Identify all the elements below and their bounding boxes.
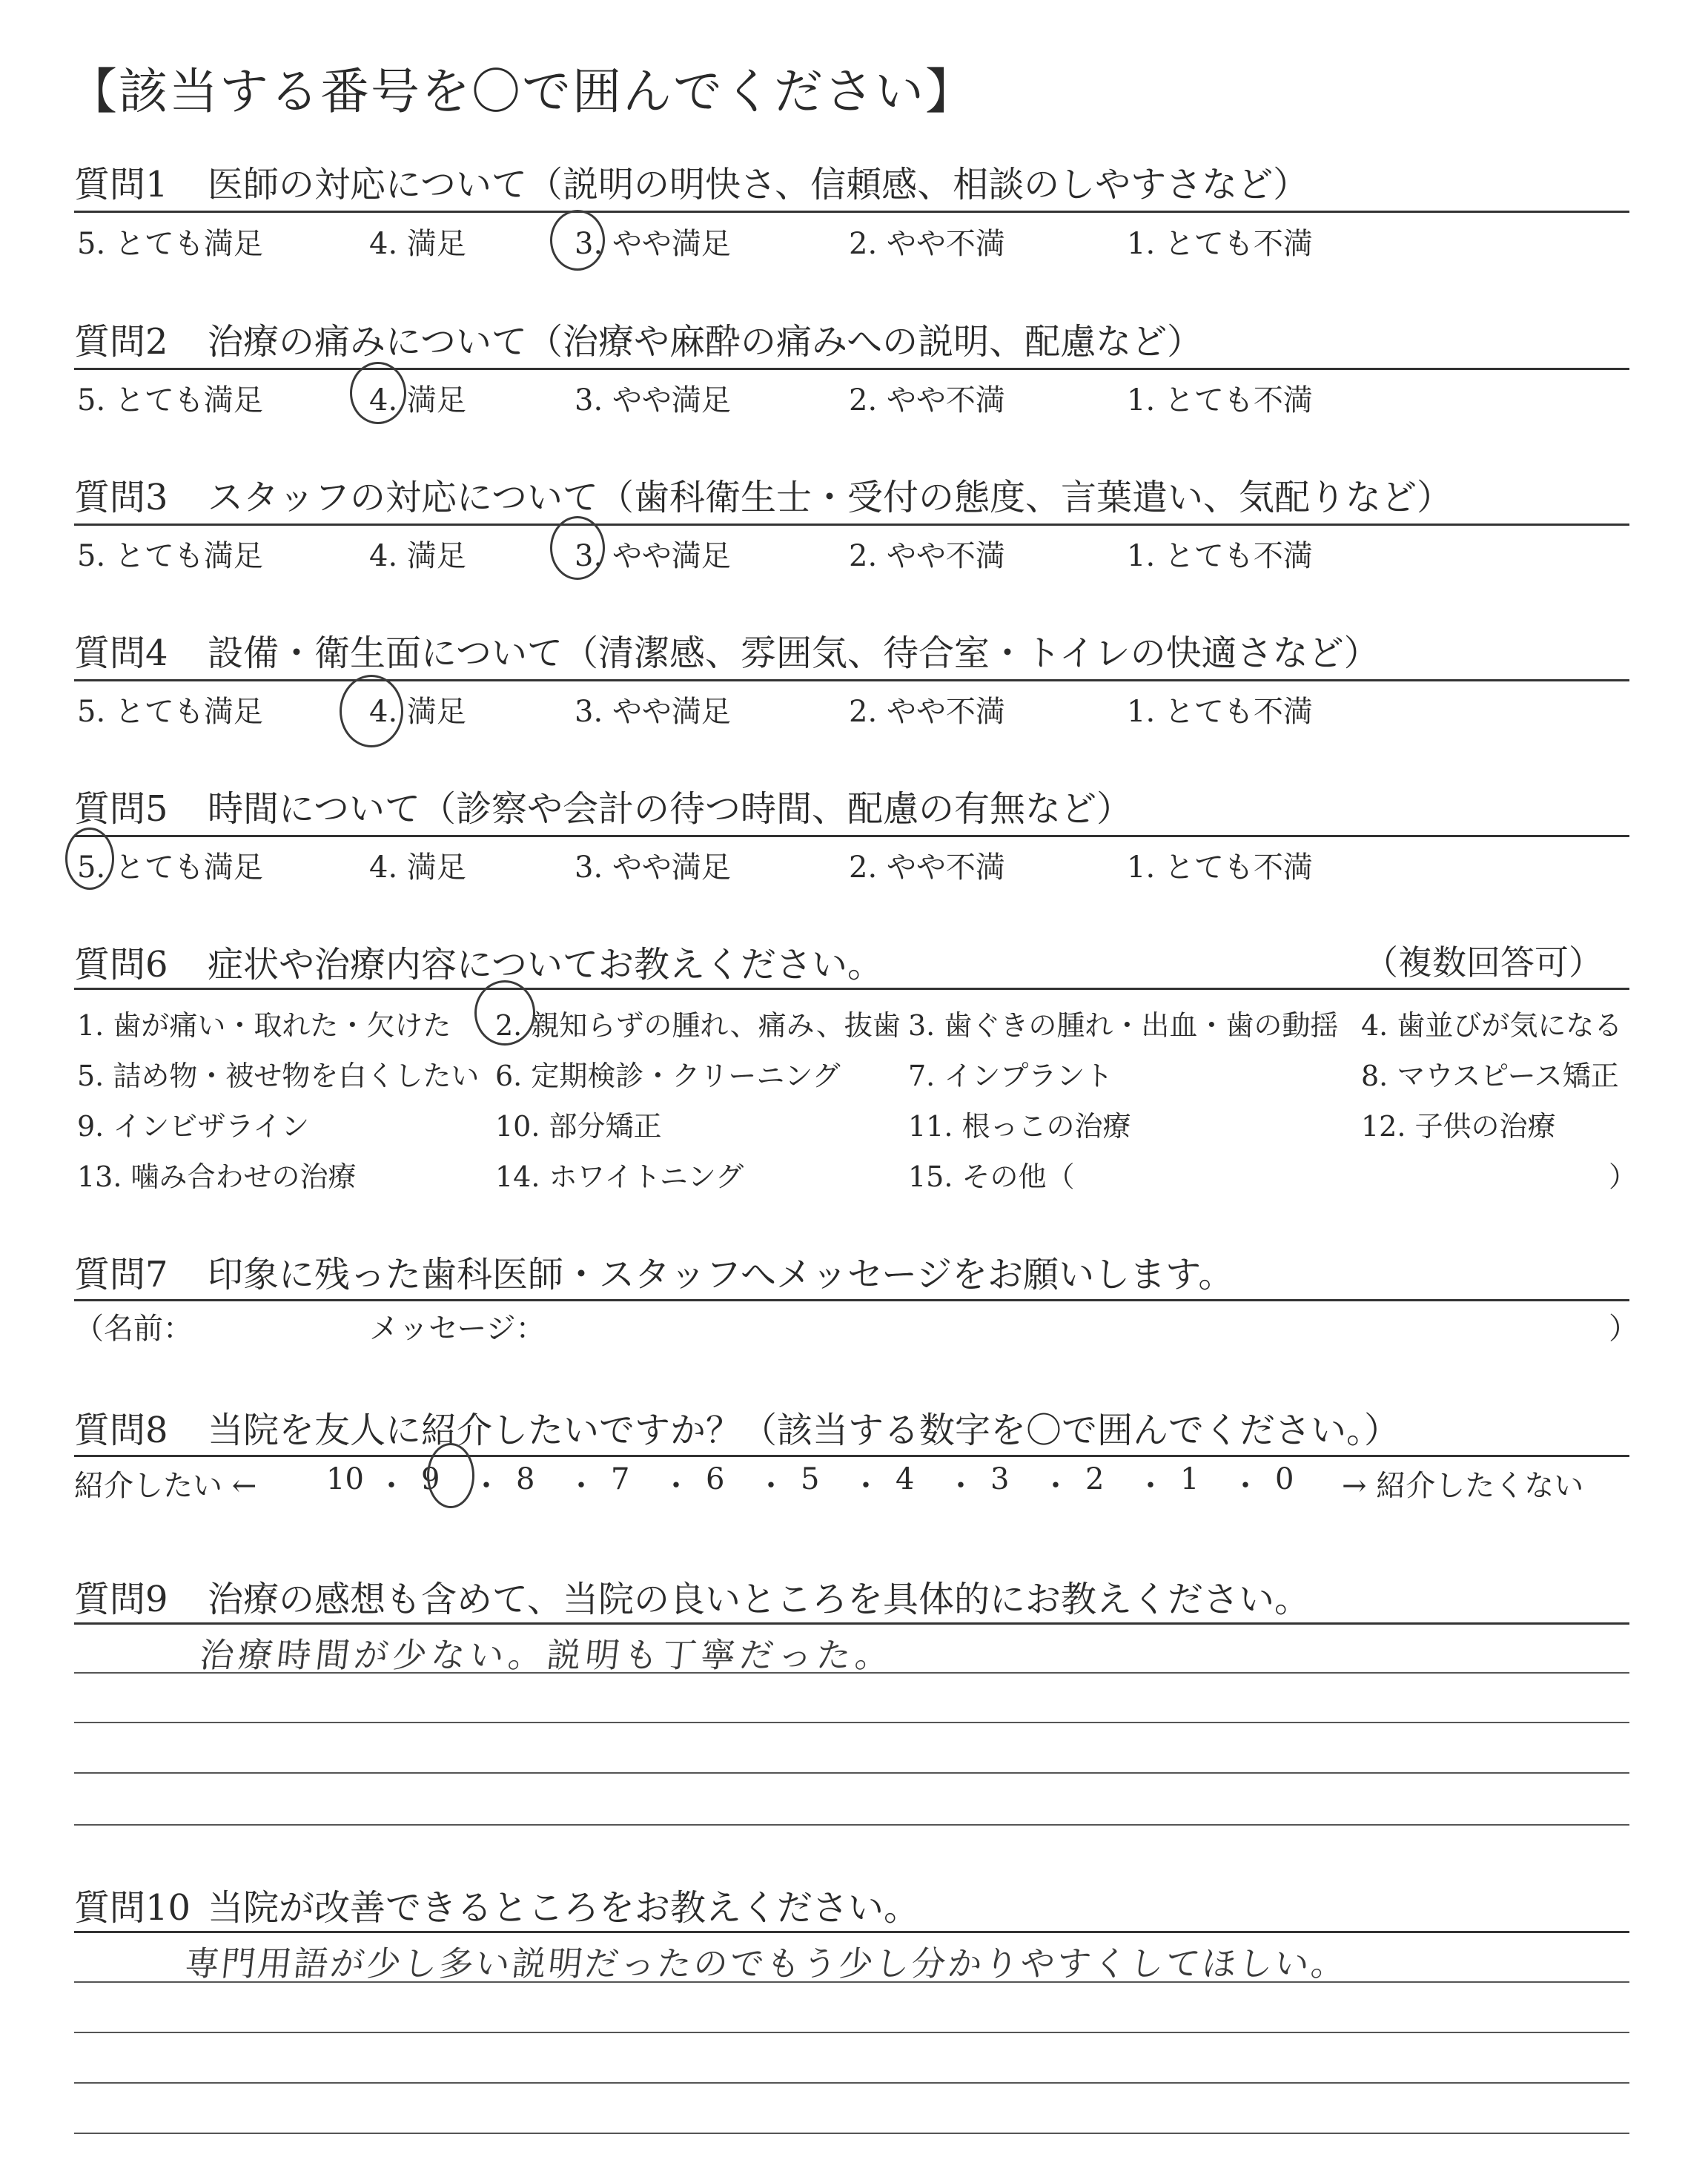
question-number: 質問7 (74, 1254, 168, 1295)
question-number: 質問3 (74, 477, 168, 518)
question-8 (74, 1401, 1400, 1453)
q1-option-5[interactable]: 5. とても満足 (77, 227, 263, 261)
handwritten-answer[interactable]: 専門用語が少し多い説明だったのでもう少し分かりやすくしてほしい。 (182, 1943, 1350, 1984)
q4-option-4[interactable]: 4. 満足 (369, 695, 466, 729)
divider (74, 524, 1629, 526)
q4-option-3[interactable]: 3. やや満足 (575, 695, 731, 729)
answer-line (74, 1824, 1629, 1826)
q4-option-1[interactable]: 1. とても不満 (1127, 695, 1313, 729)
scale-separator-dot: ・ (1136, 1469, 1165, 1503)
q3-option-2[interactable]: 2. やや不満 (849, 539, 1005, 573)
q5-option-4[interactable]: 4. 満足 (369, 851, 466, 885)
recommend-scale (326, 1462, 1312, 1503)
q3-option-3[interactable]: 3. やや満足 (575, 539, 731, 573)
message-close: ） (1609, 1312, 1638, 1346)
question-number: 質問10 (74, 1887, 191, 1929)
question-number: 質問2 (74, 321, 168, 363)
scale-separator-dot: ・ (756, 1469, 786, 1503)
divider (74, 368, 1629, 370)
scale-value-10[interactable]: 10 (326, 1462, 364, 1496)
q6-item-7[interactable]: 7. インプラント (908, 1060, 1113, 1092)
question-4 (74, 624, 1380, 676)
q1-option-4[interactable]: 4. 満足 (369, 227, 466, 261)
question-number: 質問4 (74, 633, 168, 674)
question-number: 質問5 (74, 788, 168, 830)
q2-option-1[interactable]: 1. とても不満 (1127, 383, 1313, 417)
answer-line (74, 2032, 1629, 2033)
recommend-right-label: → 紹介したくない (1342, 1469, 1584, 1503)
q6-item-14[interactable]: 14. ホワイトニング (495, 1160, 744, 1193)
scale-separator-dot: ・ (377, 1469, 406, 1503)
q5-option-5[interactable]: 5. とても満足 (77, 851, 263, 885)
q1-option-3[interactable]: 3. やや満足 (575, 227, 731, 261)
scale-value-7[interactable]: 7 (611, 1462, 630, 1496)
divider (74, 1299, 1629, 1301)
message-label: メッセージ： (369, 1312, 546, 1346)
answer-line (74, 1772, 1629, 1774)
scale-separator-dot: ・ (1041, 1469, 1070, 1503)
question-3 (74, 469, 1452, 520)
question-text: 症状や治療内容についてお教えください。 (208, 944, 884, 985)
scale-value-0[interactable]: 0 (1275, 1462, 1294, 1496)
handwritten-answer[interactable]: 治療時間が少ない。説明も丁寧だった。 (197, 1635, 896, 1675)
q4-option-5[interactable]: 5. とても満足 (77, 695, 263, 729)
question-text: 治療の痛みについて（治療や麻酔の痛みへの説明、配慮など） (208, 321, 1203, 363)
q2-option-5[interactable]: 5. とても満足 (77, 383, 263, 417)
q6-item-8[interactable]: 8. マウスピース矯正 (1361, 1060, 1619, 1092)
question-number: 質問9 (74, 1579, 168, 1620)
q6-item-15[interactable]: 15. その他（ (908, 1160, 1075, 1193)
question-2 (74, 313, 1202, 364)
question-6 (74, 936, 883, 987)
scale-value-2[interactable]: 2 (1085, 1462, 1105, 1496)
answer-line (74, 2082, 1629, 2084)
question-10 (74, 1879, 919, 1930)
q5-option-3[interactable]: 3. やや満足 (575, 851, 731, 885)
q2-option-3[interactable]: 3. やや満足 (575, 383, 731, 417)
question-text: 印象に残った歯科医師・スタッフへメッセージをお願いします。 (208, 1254, 1234, 1295)
scale-value-8[interactable]: 8 (516, 1462, 535, 1496)
divider (74, 1931, 1629, 1933)
question-text: スタッフの対応について（歯科衛生士・受付の態度、言葉遣い、気配りなど） (208, 477, 1453, 518)
q6-item-12[interactable]: 12. 子供の治療 (1361, 1110, 1556, 1143)
question-text: 当院を友人に紹介したいですか？（該当する数字を〇で囲んでください。） (208, 1410, 1400, 1451)
q6-item-2[interactable]: 2. 親知らずの腫れ、痛み、抜歯 (495, 1009, 901, 1042)
scale-value-1[interactable]: 1 (1180, 1462, 1199, 1496)
q6-item-11[interactable]: 11. 根っこの治療 (908, 1110, 1131, 1143)
q1-option-1[interactable]: 1. とても不満 (1127, 227, 1313, 261)
question-number: 質問8 (74, 1410, 168, 1451)
q6-item-13[interactable]: 13. 噛み合わせの治療 (77, 1160, 357, 1193)
scale-value-9[interactable]: 9 (421, 1462, 440, 1496)
page-title: 【該当する番号を〇で囲んでください】 (68, 63, 976, 120)
scale-value-5[interactable]: 5 (801, 1462, 820, 1496)
answer-line (74, 2133, 1629, 2134)
q6-item-4[interactable]: 4. 歯並びが気になる (1361, 1009, 1623, 1042)
divider (74, 835, 1629, 837)
scale-separator-dot: ・ (471, 1469, 501, 1503)
q6-item-15-close: ） (1609, 1160, 1638, 1193)
q6-item-9[interactable]: 9. インビザライン (77, 1110, 310, 1143)
q6-item-10[interactable]: 10. 部分矯正 (495, 1110, 662, 1143)
divider (74, 1622, 1629, 1625)
question-text: 設備・衛生面について（清潔感、雰囲気、待合室・トイレの快適さなど） (208, 633, 1380, 674)
question-number: 質問6 (74, 944, 168, 985)
q6-item-6[interactable]: 6. 定期検診・クリーニング (495, 1060, 841, 1092)
question-1 (74, 156, 1308, 207)
divider (74, 1455, 1629, 1457)
q4-option-2[interactable]: 2. やや不満 (849, 695, 1005, 729)
q3-option-5[interactable]: 5. とても満足 (77, 539, 263, 573)
scale-separator-dot: ・ (946, 1469, 976, 1503)
q6-item-1[interactable]: 1. 歯が痛い・取れた・欠けた (77, 1009, 451, 1042)
scale-value-3[interactable]: 3 (990, 1462, 1010, 1496)
question-text: 時間について（診察や会計の待つ時間、配慮の有無など） (208, 788, 1133, 830)
question-number: 質問1 (74, 164, 168, 205)
q6-item-5[interactable]: 5. 詰め物・被せ物を白くしたい (77, 1060, 480, 1092)
recommend-left-label: 紹介したい ← (74, 1469, 257, 1503)
scale-separator-dot: ・ (851, 1469, 881, 1503)
q5-option-1[interactable]: 1. とても不満 (1127, 851, 1313, 885)
scale-value-6[interactable]: 6 (706, 1462, 725, 1496)
q1-option-2[interactable]: 2. やや不満 (849, 227, 1005, 261)
question-text: 当院が改善できるところをお教えください。 (208, 1887, 920, 1929)
multiple-answer-note: （複数回答可） (1364, 942, 1603, 982)
name-label: （名前： (74, 1312, 193, 1346)
scale-separator-dot: ・ (566, 1469, 596, 1503)
scale-separator-dot: ・ (1231, 1469, 1260, 1503)
question-9 (74, 1571, 1310, 1622)
q3-option-4[interactable]: 4. 満足 (369, 539, 466, 573)
q6-item-3[interactable]: 3. 歯ぐきの腫れ・出血・歯の動揺 (908, 1009, 1339, 1042)
q2-option-4[interactable]: 4. 満足 (369, 383, 466, 417)
question-5 (74, 780, 1132, 831)
question-text: 治療の感想も含めて、当院の良いところを具体的にお教えください。 (208, 1579, 1311, 1620)
q5-option-2[interactable]: 2. やや不満 (849, 851, 1005, 885)
scale-separator-dot: ・ (661, 1469, 691, 1503)
scale-value-4[interactable]: 4 (896, 1462, 915, 1496)
divider (74, 679, 1629, 681)
q3-option-1[interactable]: 1. とても不満 (1127, 539, 1313, 573)
divider (74, 211, 1629, 213)
q2-option-2[interactable]: 2. やや不満 (849, 383, 1005, 417)
question-text: 医師の対応について（説明の明快さ、信頼感、相談のしやすさなど） (208, 164, 1309, 205)
question-7 (74, 1246, 1234, 1297)
divider (74, 988, 1629, 990)
answer-line (74, 1722, 1629, 1723)
